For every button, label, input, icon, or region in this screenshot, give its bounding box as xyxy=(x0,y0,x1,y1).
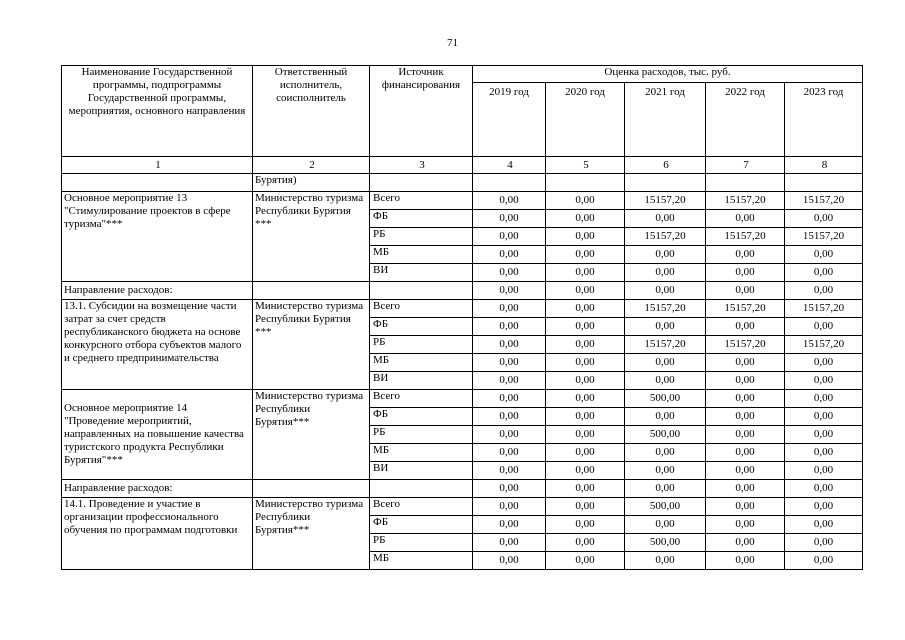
value-2019: 0,00 xyxy=(473,336,546,354)
header-estimate: Оценка расходов, тыс. руб. xyxy=(473,66,863,83)
value-2020: 0,00 xyxy=(546,336,625,354)
value-2021: 0,00 xyxy=(625,462,706,480)
value-2020: 0,00 xyxy=(546,480,625,498)
value-2023: 15157,20 xyxy=(785,300,863,318)
value-2023: 0,00 xyxy=(785,210,863,228)
value-2021: 500,00 xyxy=(625,390,706,408)
funding-source: РБ xyxy=(370,426,473,444)
funding-source: Всего xyxy=(370,498,473,516)
value-2020: 0,00 xyxy=(546,282,625,300)
value-2023: 15157,20 xyxy=(785,192,863,210)
value-2022: 0,00 xyxy=(706,480,785,498)
value-2023: 0,00 xyxy=(785,444,863,462)
table-row xyxy=(62,498,863,516)
value-2022: 0,00 xyxy=(706,318,785,336)
value-2020: 0,00 xyxy=(546,462,625,480)
value-2021: 500,00 xyxy=(625,426,706,444)
value-2019: 0,00 xyxy=(473,408,546,426)
header-year-2019: 2019 год xyxy=(473,83,546,157)
value-2020: 0,00 xyxy=(546,228,625,246)
value-2021: 15157,20 xyxy=(625,228,706,246)
funding-source: МБ xyxy=(370,552,473,570)
value-2020: 0,00 xyxy=(546,246,625,264)
value-2019: 0,00 xyxy=(473,210,546,228)
value-2023: 0,00 xyxy=(785,534,863,552)
table-row xyxy=(62,192,863,210)
header-source: Источник финансирования xyxy=(370,66,473,157)
funding-source: Всего xyxy=(370,300,473,318)
value-2022: 15157,20 xyxy=(706,192,785,210)
value-2022: 0,00 xyxy=(706,498,785,516)
funding-source: ФБ xyxy=(370,210,473,228)
value-2021: 0,00 xyxy=(625,264,706,282)
value-2021: 0,00 xyxy=(625,480,706,498)
value-2021: 0,00 xyxy=(625,354,706,372)
table-row xyxy=(62,390,863,408)
header-year-2023: 2023 год xyxy=(785,83,863,157)
value-2022: 0,00 xyxy=(706,462,785,480)
value-2022: 0,00 xyxy=(706,210,785,228)
value-2022: 0,00 xyxy=(706,444,785,462)
value-2023: 15157,20 xyxy=(785,336,863,354)
value-2023: 0,00 xyxy=(785,462,863,480)
value-2022: 0,00 xyxy=(706,516,785,534)
value-2021: 15157,20 xyxy=(625,192,706,210)
value-2023: 0,00 xyxy=(785,408,863,426)
value-2023: 0,00 xyxy=(785,246,863,264)
executor-name: Министерство туризма Республики Бурятия *** xyxy=(253,300,370,390)
funding-source: Всего xyxy=(370,192,473,210)
value-2023: 0,00 xyxy=(785,516,863,534)
value-2019: 0,00 xyxy=(473,372,546,390)
value-2020: 0,00 xyxy=(546,516,625,534)
value-2020: 0,00 xyxy=(546,408,625,426)
value-2019: 0,00 xyxy=(473,390,546,408)
value-2019: 0,00 xyxy=(473,498,546,516)
value-2021: 0,00 xyxy=(625,318,706,336)
value-2020: 0,00 xyxy=(546,210,625,228)
value-2019: 0,00 xyxy=(473,516,546,534)
value-2021: 0,00 xyxy=(625,282,706,300)
value-2019: 0,00 xyxy=(473,462,546,480)
executor-name: Министерство туризма Республики Бурятия *** xyxy=(253,192,370,282)
value-2019: 0,00 xyxy=(473,444,546,462)
value-2022: 0,00 xyxy=(706,534,785,552)
value-2020: 0,00 xyxy=(546,426,625,444)
column-number-row xyxy=(62,157,863,174)
funding-source: МБ xyxy=(370,354,473,372)
column-number: 3 xyxy=(370,157,473,174)
value-2023: 0,00 xyxy=(785,354,863,372)
value-2020: 0,00 xyxy=(546,552,625,570)
value-2020: 0,00 xyxy=(546,534,625,552)
funding-source: ВИ xyxy=(370,462,473,480)
value-2020: 0,00 xyxy=(546,354,625,372)
header-year-2022: 2022 год xyxy=(706,83,785,157)
value-2022: 0,00 xyxy=(706,426,785,444)
value-2023: 0,00 xyxy=(785,498,863,516)
value-2023: 15157,20 xyxy=(785,228,863,246)
funding-source: РБ xyxy=(370,228,473,246)
value-2019: 0,00 xyxy=(473,264,546,282)
value-2021: 500,00 xyxy=(625,534,706,552)
value-2021: 0,00 xyxy=(625,552,706,570)
value-2023: 0,00 xyxy=(785,264,863,282)
value-2022: 0,00 xyxy=(706,408,785,426)
value-2020: 0,00 xyxy=(546,264,625,282)
continuation-name-cell xyxy=(62,174,253,192)
value-2020: 0,00 xyxy=(546,444,625,462)
table-row xyxy=(62,300,863,318)
page-number: 71 xyxy=(447,37,458,49)
value-2019: 0,00 xyxy=(473,228,546,246)
value-2020: 0,00 xyxy=(546,318,625,336)
executor-name: Министерство туризма Республики Бурятия*** xyxy=(253,390,370,480)
value-2022: 0,00 xyxy=(706,390,785,408)
column-number: 7 xyxy=(706,157,785,174)
value-2022: 15157,20 xyxy=(706,228,785,246)
value-2021: 15157,20 xyxy=(625,300,706,318)
header-year-2020: 2020 год xyxy=(546,83,625,157)
value-2021: 0,00 xyxy=(625,246,706,264)
header-executor: Ответственный исполнитель, соисполнитель xyxy=(253,66,370,157)
direction-row xyxy=(62,480,863,498)
header-year-2021: 2021 год xyxy=(625,83,706,157)
funding-source: ВИ xyxy=(370,264,473,282)
value-2021: 0,00 xyxy=(625,210,706,228)
funding-source: ВИ xyxy=(370,372,473,390)
value-2022: 15157,20 xyxy=(706,300,785,318)
header-name: Наименование Государственной программы, подпрограммы Государственной программы, мероприятия, основного направления xyxy=(62,66,253,157)
value-2020: 0,00 xyxy=(546,300,625,318)
value-2021: 0,00 xyxy=(625,408,706,426)
value-2021: 500,00 xyxy=(625,498,706,516)
funding-source: МБ xyxy=(370,246,473,264)
continuation-row xyxy=(62,174,863,192)
value-2020: 0,00 xyxy=(546,390,625,408)
direction-row xyxy=(62,282,863,300)
value-2019: 0,00 xyxy=(473,534,546,552)
direction-label: Направление расходов: xyxy=(62,282,253,300)
measure-name: 13.1. Субсидии на возмещение части затрат за счет средств республиканского бюджета на основе конкурсного отбора субъектов малого и среднего предпринимательства xyxy=(62,300,253,390)
funding-source: Всего xyxy=(370,390,473,408)
funding-source: ФБ xyxy=(370,516,473,534)
value-2020: 0,00 xyxy=(546,372,625,390)
value-2023: 0,00 xyxy=(785,318,863,336)
value-2019: 0,00 xyxy=(473,246,546,264)
value-2022: 0,00 xyxy=(706,246,785,264)
funding-source: МБ xyxy=(370,444,473,462)
column-number: 1 xyxy=(62,157,253,174)
funding-source: ФБ xyxy=(370,408,473,426)
value-2019: 0,00 xyxy=(473,282,546,300)
value-2020: 0,00 xyxy=(546,192,625,210)
value-2023: 0,00 xyxy=(785,480,863,498)
value-2022: 0,00 xyxy=(706,264,785,282)
column-number: 5 xyxy=(546,157,625,174)
executor-name: Министерство туризма Республики Бурятия*** xyxy=(253,498,370,570)
value-2019: 0,00 xyxy=(473,192,546,210)
value-2019: 0,00 xyxy=(473,300,546,318)
value-2021: 0,00 xyxy=(625,444,706,462)
value-2022: 0,00 xyxy=(706,354,785,372)
value-2022: 0,00 xyxy=(706,282,785,300)
value-2022: 15157,20 xyxy=(706,336,785,354)
measure-name: 14.1. Проведение и участие в организации профессионального обучения по программам подготовки xyxy=(62,498,253,570)
value-2023: 0,00 xyxy=(785,426,863,444)
column-number: 4 xyxy=(473,157,546,174)
value-2021: 15157,20 xyxy=(625,336,706,354)
value-2020: 0,00 xyxy=(546,498,625,516)
column-number: 8 xyxy=(785,157,863,174)
funding-source: РБ xyxy=(370,336,473,354)
continuation-executor-cell: Бурятия) xyxy=(253,174,370,192)
column-number: 2 xyxy=(253,157,370,174)
measure-name: Основное мероприятие 14 "Проведение мероприятий, направленных на повышение качества туристского продукта Республики Бурятия"*** xyxy=(62,390,253,480)
measure-name: Основное мероприятие 13 "Стимулирование проектов в сфере туризма"*** xyxy=(62,192,253,282)
value-2019: 0,00 xyxy=(473,354,546,372)
value-2019: 0,00 xyxy=(473,480,546,498)
value-2021: 0,00 xyxy=(625,516,706,534)
value-2023: 0,00 xyxy=(785,390,863,408)
expenditure-table xyxy=(61,65,863,570)
funding-source: ФБ xyxy=(370,318,473,336)
value-2021: 0,00 xyxy=(625,372,706,390)
funding-source: РБ xyxy=(370,534,473,552)
value-2023: 0,00 xyxy=(785,552,863,570)
value-2019: 0,00 xyxy=(473,318,546,336)
value-2019: 0,00 xyxy=(473,426,546,444)
value-2023: 0,00 xyxy=(785,282,863,300)
value-2019: 0,00 xyxy=(473,552,546,570)
value-2022: 0,00 xyxy=(706,372,785,390)
column-number: 6 xyxy=(625,157,706,174)
value-2022: 0,00 xyxy=(706,552,785,570)
value-2023: 0,00 xyxy=(785,372,863,390)
direction-label: Направление расходов: xyxy=(62,480,253,498)
